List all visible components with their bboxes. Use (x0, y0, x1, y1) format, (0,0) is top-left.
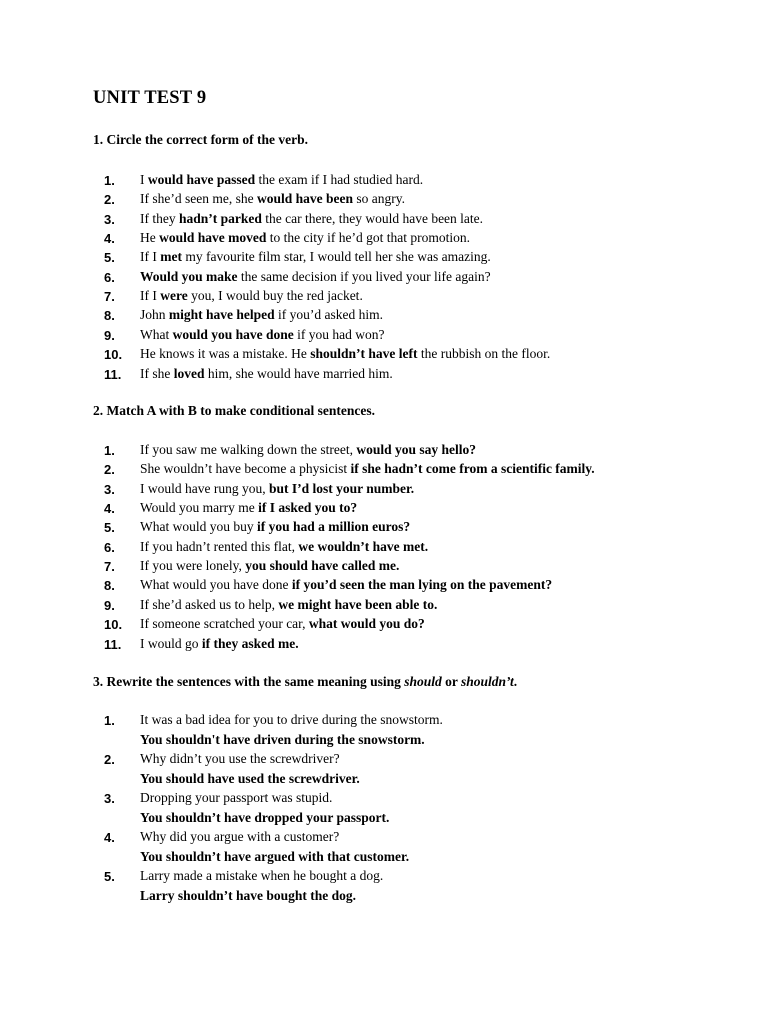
item-answer-bold: might have helped (168, 307, 275, 323)
item-number: 6. (104, 539, 115, 555)
item-answer-bold: we might have been able to. (278, 596, 438, 612)
item-text-part: I (140, 172, 148, 187)
list-item (0, 616, 720, 635)
item-number: 3. (104, 481, 115, 497)
item-text-part: the car there, they would have been late. (261, 210, 484, 226)
item-answer-bold: would you have done (172, 326, 294, 342)
list-item (0, 558, 720, 577)
page-title: UNIT TEST 9 (93, 88, 207, 108)
item-text-part: If you hadn’t rented this flat, (140, 538, 299, 554)
list-item (0, 751, 720, 789)
list-item (0, 327, 720, 346)
item-number: 11. (104, 366, 122, 382)
section-3-heading-end: . (513, 674, 518, 689)
item-text (140, 366, 393, 382)
item-text-part: If I (140, 249, 161, 265)
item-number: 4. (104, 830, 115, 845)
list-item (0, 461, 720, 480)
item-answer: You should have used the screwdriver. (140, 771, 360, 786)
item-text-part: She wouldn’t have become a physicist (140, 461, 351, 477)
item-text (140, 519, 410, 535)
list-item (0, 346, 720, 365)
item-answer-bold: you should have called me. (245, 558, 400, 574)
item-sentence: It was a bad idea for you to drive during the snowstorm. (140, 712, 443, 727)
list-item (0, 539, 720, 558)
item-text (140, 307, 383, 323)
item-answer-bold: if they asked me. (201, 635, 299, 651)
item-number: 8. (104, 578, 115, 594)
item-number: 5. (104, 869, 115, 884)
item-answer-bold: Would you make (140, 268, 238, 284)
list-item (0, 307, 720, 326)
list-item (0, 500, 720, 519)
item-text (140, 288, 363, 304)
section-3-heading-should: should (404, 674, 442, 689)
item-text (140, 597, 437, 613)
item-text (140, 558, 399, 574)
item-text-part: If you saw me walking down the street, (140, 442, 357, 457)
item-text (140, 346, 550, 362)
list-item (0, 597, 720, 616)
item-text-part: so angry. (353, 191, 405, 207)
item-text-part: If you were lonely, (140, 558, 246, 574)
list-item (0, 790, 720, 828)
item-number: 1. (104, 173, 115, 188)
item-text (140, 211, 483, 227)
section-3-heading (93, 674, 517, 690)
item-text-part: the same decision if you lived your life again? (237, 268, 491, 284)
list-item (0, 442, 720, 461)
item-sentence: Dropping your passport was stupid. (140, 790, 333, 805)
item-text (140, 461, 595, 477)
item-text (140, 500, 357, 516)
item-text-part: I would go (140, 635, 202, 651)
item-number: 5. (104, 250, 115, 266)
item-number: 10. (104, 347, 123, 363)
item-text-part: If they (140, 210, 179, 226)
item-text-part: If she’d asked us to help, (140, 596, 279, 612)
list-item (0, 269, 720, 288)
item-number: 1. (104, 713, 115, 728)
item-text-part: John (140, 307, 169, 323)
section-3-heading-shouldnt: shouldn’t (461, 674, 514, 689)
item-number: 3. (104, 791, 115, 806)
item-text-part: If someone scratched your car, (140, 616, 309, 632)
item-text (140, 269, 491, 285)
item-text-part: if you had won? (293, 326, 385, 342)
list-item (0, 636, 720, 655)
item-text (140, 481, 414, 497)
item-answer: Larry shouldn’t have bought the dog. (140, 888, 357, 903)
item-text-part: If she’d seen me, she (140, 191, 257, 207)
item-answer-bold: if she hadn’t come from a scientific family. (350, 461, 595, 477)
item-text (140, 539, 428, 555)
item-answer-bold: if you’d seen the man lying on the pavement? (291, 577, 553, 593)
item-sentence: Larry made a mistake when he bought a dog. (140, 868, 384, 883)
section-3-heading-or: or (441, 674, 461, 689)
item-number: 5. (104, 520, 115, 536)
item-answer-bold: would have passed (147, 172, 256, 187)
item-text (140, 249, 491, 265)
item-number: 7. (104, 289, 115, 305)
item-number: 9. (104, 597, 115, 613)
list-item (0, 868, 720, 906)
item-answer-bold: loved (173, 365, 205, 381)
item-number: 11. (104, 636, 122, 652)
item-text-part: my favourite film star, I would tell her she was amazing. (181, 249, 491, 265)
item-text-part: What (140, 326, 173, 342)
item-sentence: Why didn’t you use the screwdriver? (140, 751, 340, 766)
list-item (0, 172, 720, 191)
section-2-heading: 2. Match A with B to make conditional sentences. (93, 403, 375, 418)
item-answer-bold: met (160, 249, 182, 265)
list-item (0, 577, 720, 596)
item-number: 2. (104, 752, 115, 767)
item-answer-bold: would have been (256, 191, 353, 207)
list-item (0, 191, 720, 210)
item-text-part: What would you buy (140, 519, 257, 535)
item-answer-bold: would have moved (159, 230, 267, 246)
item-number: 7. (104, 559, 115, 575)
item-answer-bold: would you say hello? (356, 442, 476, 457)
item-text-part: Would you marry me (140, 500, 259, 516)
item-text (140, 636, 299, 652)
item-text-part: What would you have done (140, 577, 292, 593)
item-number: 2. (104, 462, 115, 478)
item-text-part: I would have rung you, (140, 480, 269, 496)
item-number: 8. (104, 308, 115, 324)
item-number: 4. (104, 501, 115, 517)
item-text (140, 327, 385, 343)
item-number: 4. (104, 231, 115, 247)
list-item (0, 481, 720, 500)
item-number: 6. (104, 269, 115, 285)
item-text (140, 230, 470, 246)
item-answer-bold: hadn’t parked (178, 210, 262, 226)
item-answer: You shouldn't have driven during the snowstorm. (140, 732, 425, 747)
item-text-part: if you’d asked him. (274, 307, 384, 323)
item-answer-bold: were (160, 288, 188, 304)
item-text-part: him, she would have married him. (204, 365, 393, 381)
item-answer-bold: what would you do? (308, 616, 425, 632)
section-1-heading: 1. Circle the correct form of the verb. (93, 132, 309, 147)
list-item (0, 211, 720, 230)
list-item (0, 366, 720, 385)
item-text-part: the exam if I had studied hard. (255, 172, 424, 187)
item-text (140, 616, 425, 632)
item-text (140, 442, 476, 458)
item-text (140, 172, 423, 188)
item-text-part: If I (140, 288, 161, 304)
item-text-part: you, I would buy the red jacket. (187, 288, 363, 304)
item-number: 1. (104, 443, 115, 458)
item-answer-bold: we wouldn’t have met. (298, 538, 429, 554)
list-item (0, 519, 720, 538)
item-answer: You shouldn’t have argued with that customer. (140, 849, 410, 864)
item-sentence: Why did you argue with a customer? (140, 829, 340, 844)
item-text-part: to the city if he’d got that promotion. (266, 230, 470, 246)
item-text-part: If she (140, 365, 174, 381)
list-item (0, 249, 720, 268)
item-text (140, 577, 552, 593)
item-number: 9. (104, 327, 115, 343)
item-text-part: He (140, 230, 160, 246)
item-answer-bold: but I’d lost your number. (268, 480, 415, 496)
item-answer-bold: if you had a million euros? (257, 519, 411, 535)
item-number: 10. (104, 617, 123, 633)
list-item (0, 712, 720, 750)
list-item (0, 288, 720, 307)
item-text-part: the rubbish on the floor. (417, 346, 551, 362)
item-answer-bold: shouldn’t have left (310, 346, 418, 362)
item-number: 2. (104, 192, 115, 208)
list-item (0, 829, 720, 867)
item-answer-bold: if I asked you to? (258, 500, 358, 516)
item-answer: You shouldn’t have dropped your passport. (140, 810, 390, 825)
section-3-heading-prefix: 3. Rewrite the sentences with the same meaning using (93, 674, 405, 689)
item-text-part: He knows it was a mistake. He (140, 346, 311, 362)
list-item (0, 230, 720, 249)
item-number: 3. (104, 211, 115, 227)
item-text (140, 191, 405, 207)
